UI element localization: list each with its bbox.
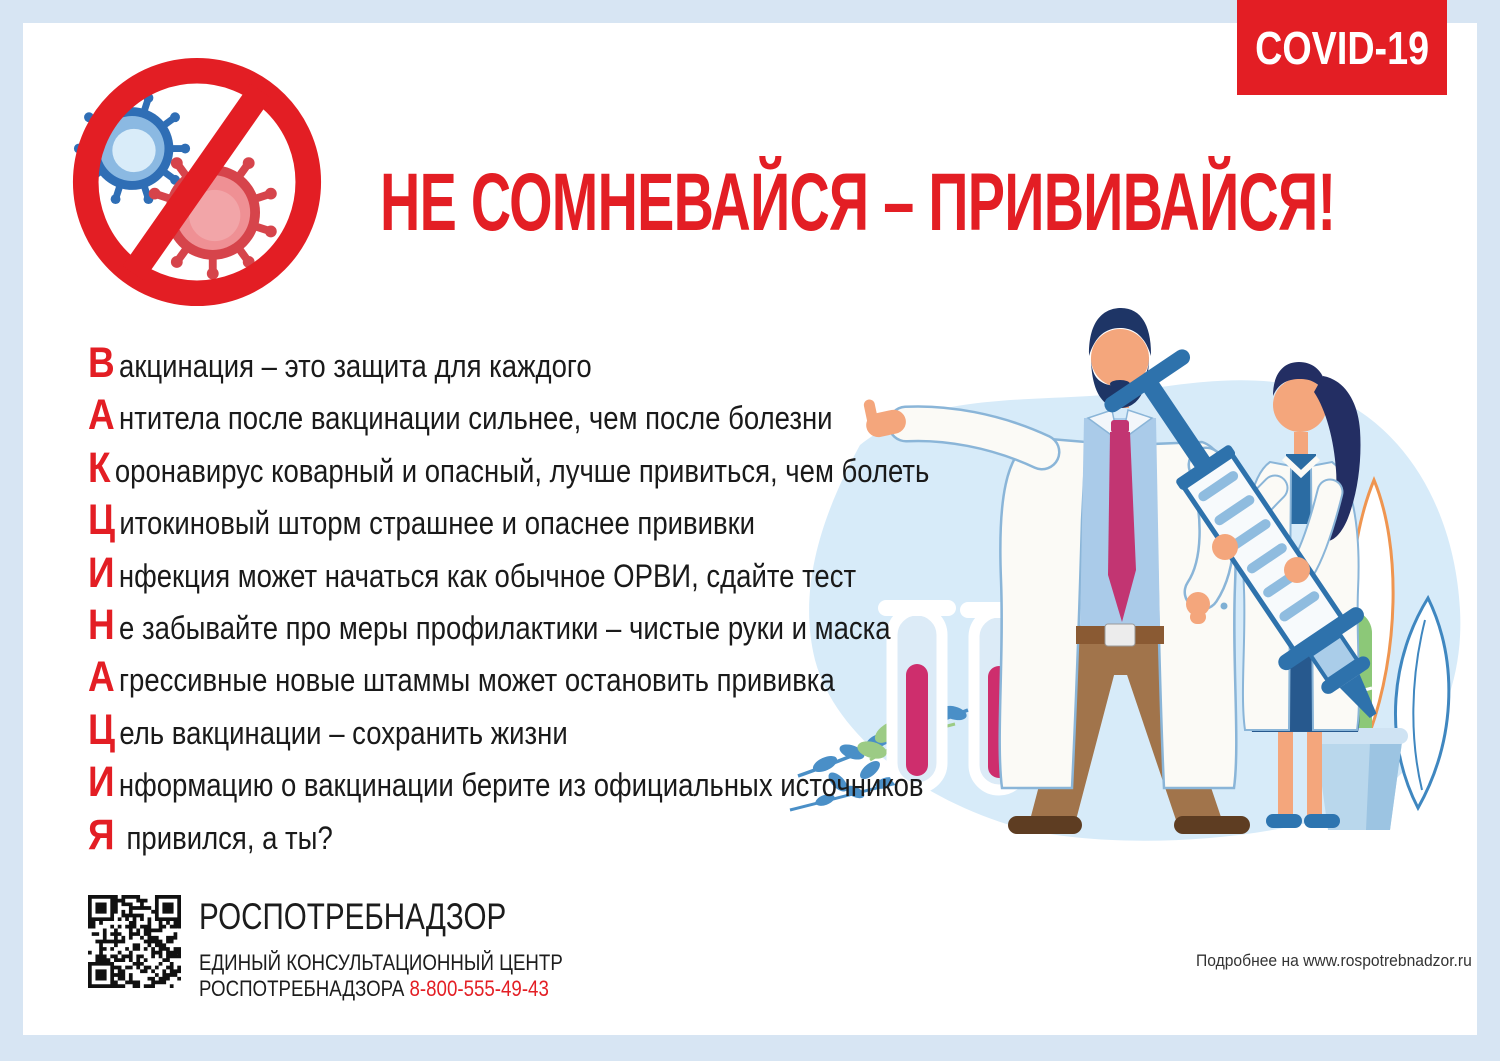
acrostic-letter: А — [88, 653, 115, 702]
acrostic-text: итокиновый шторм страшнее и опаснее прививки — [119, 505, 756, 542]
consult-center-block — [199, 950, 627, 1002]
page-title: НЕ СОМНЕВАЙСЯ – ПРИВИВАЙСЯ! — [380, 157, 1336, 248]
acrostic-item — [88, 547, 929, 599]
acrostic-text: нтитела после вакцинации сильнее, чем после болезни — [119, 400, 833, 437]
covid-19-badge — [1237, 0, 1447, 95]
covid-19-badge-label: COVID-19 — [1255, 21, 1429, 74]
consult-center-line2 — [199, 976, 563, 1002]
more-info-url: Подробнее на www.rospotrebnadzor.ru — [1196, 951, 1472, 970]
acrostic-item — [88, 704, 929, 756]
consult-center-org: РОСПОТРЕБНАДЗОРА — [199, 976, 405, 1001]
acrostic-item — [88, 756, 929, 808]
acrostic-item — [88, 337, 929, 389]
acrostic-item — [88, 442, 929, 494]
acrostic-text: нформацию о вакцинации берите из официальных источников — [118, 767, 924, 804]
acrostic-letter: И — [88, 548, 115, 597]
acrostic-text: е забывайте про меры профилактики – чистые руки и маска — [119, 609, 891, 646]
footer-text — [199, 895, 627, 1002]
acrostic-text: оронавирус коварный и опасный, лучше привиться, чем болеть — [114, 452, 930, 489]
acrostic-letter: К — [88, 443, 111, 492]
acrostic-letter: А — [88, 391, 115, 440]
acrostic-item — [88, 494, 929, 546]
acrostic-text: грессивные новые штаммы может остановить прививка — [119, 662, 835, 699]
acrostic-text: привился, а ты? — [118, 819, 333, 856]
acrostic-text: акцинация – это защита для каждого — [119, 348, 592, 384]
acrostic-item — [88, 389, 929, 441]
acrostic-letter: Я — [88, 810, 115, 859]
acrostic-letter: Н — [88, 600, 115, 649]
footer — [88, 895, 627, 1002]
acrostic-item — [88, 599, 929, 651]
acrostic-letter: В — [88, 339, 115, 387]
acrostic-item — [88, 809, 929, 861]
hotline-phone: 8-800-555-49-43 — [409, 976, 549, 1001]
acrostic-text: нфекция может начаться как обычное ОРВИ, сдайте тест — [118, 557, 857, 594]
gripping-hand — [1212, 534, 1238, 560]
acrostic-text: ель вакцинации – сохранить жизни — [119, 714, 568, 751]
gripping-hand — [1284, 557, 1310, 583]
acrostic-list — [88, 337, 1066, 861]
acrostic-letter: Ц — [88, 496, 116, 545]
acrostic-letter: Ц — [88, 705, 116, 754]
acrostic-item — [88, 651, 929, 703]
no-virus-icon — [69, 54, 325, 310]
consult-center-line1: ЕДИНЫЙ КОНСУЛЬТАЦИОННЫЙ ЦЕНТР — [199, 950, 563, 975]
org-name: РОСПОТРЕБНАДЗОР — [199, 896, 507, 937]
qr-code-icon — [88, 895, 181, 988]
acrostic-letter: И — [88, 758, 115, 807]
